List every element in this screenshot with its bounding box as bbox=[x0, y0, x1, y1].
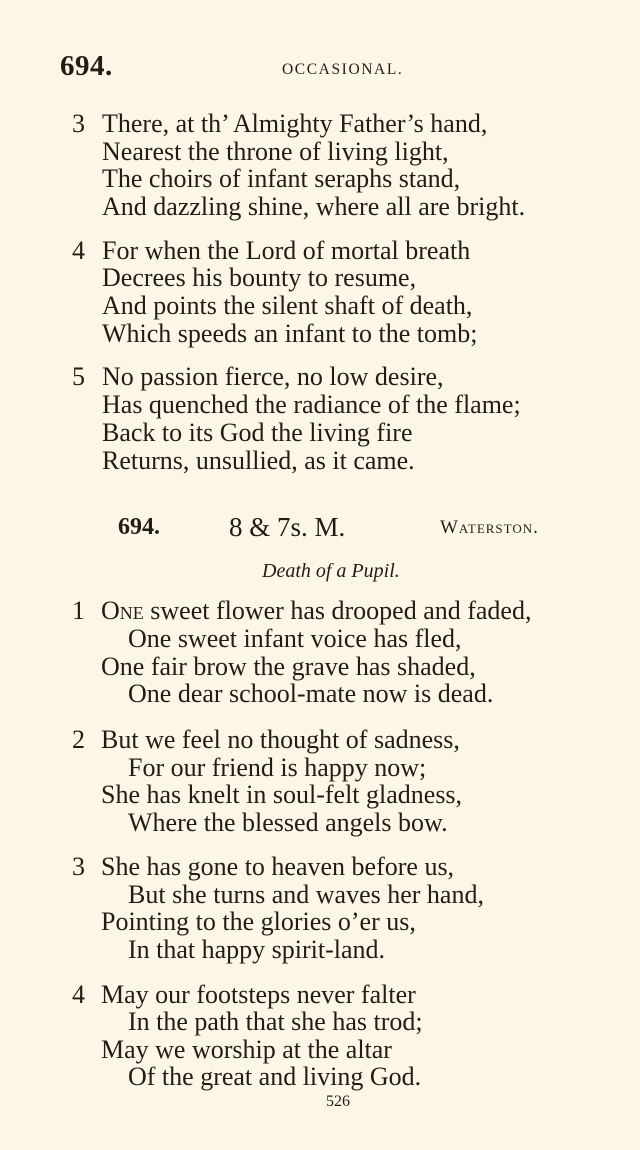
verse-line: One dear school-mate now is dead. bbox=[128, 679, 494, 708]
hymn-number: 694. bbox=[118, 514, 160, 540]
verse-line: In the path that she has trod; bbox=[128, 1007, 423, 1036]
verse-line: She has knelt in soul-felt gladness, bbox=[101, 780, 463, 809]
verse-line: Where the blessed angels bow. bbox=[128, 808, 448, 837]
verse-line: Of the great and living God. bbox=[128, 1062, 422, 1091]
verse-line: Has quenched the radiance of the flame; bbox=[102, 390, 521, 419]
verse-line: And points the silent shaft of death, bbox=[102, 291, 473, 320]
verse-line: May our footsteps never falter bbox=[101, 980, 416, 1009]
verse-number: 3 bbox=[72, 109, 85, 138]
verse-number: 4 bbox=[72, 980, 85, 1009]
verse-line: Nearest the throne of living light, bbox=[102, 137, 449, 166]
verse-number: 4 bbox=[72, 236, 85, 265]
hymn-meter: 8 & 7s. M. bbox=[229, 512, 346, 542]
verse-line: Back to its God the living fire bbox=[102, 418, 413, 447]
hymn-subtitle: Death of a Pupil. bbox=[262, 560, 400, 582]
verse-line: There, at th’ Almighty Father’s hand, bbox=[102, 109, 488, 138]
verse-first-word: One bbox=[101, 596, 144, 625]
running-hymn-number: 694. bbox=[60, 50, 113, 82]
verse-line: In that happy spirit-land. bbox=[128, 935, 386, 964]
verse-line: But we feel no thought of sadness, bbox=[101, 725, 460, 754]
verse-line: Which speeds an infant to the tomb; bbox=[102, 319, 478, 348]
verse-line: And dazzling shine, where all are bright. bbox=[102, 192, 526, 221]
verse-line: The choirs of infant seraphs stand, bbox=[102, 164, 461, 193]
verse-line: One sweet infant voice has fled, bbox=[128, 624, 462, 653]
verse-line: May we worship at the altar bbox=[101, 1035, 392, 1064]
verse-line: For our friend is happy now; bbox=[128, 753, 427, 782]
verse-line: Decrees his bounty to resume, bbox=[102, 263, 417, 292]
running-section-title: OCCASIONAL. bbox=[282, 61, 404, 78]
hymn-heading bbox=[0, 510, 640, 550]
verse-line: For when the Lord of mortal breath bbox=[102, 236, 471, 265]
hymn-tune: Waterston. bbox=[440, 517, 539, 538]
verse-line: But she turns and waves her hand, bbox=[128, 880, 484, 909]
verse-line: Returns, unsullied, as it came. bbox=[102, 446, 415, 475]
verse-line: One fair brow the grave has shaded, bbox=[101, 652, 476, 681]
verse-number: 2 bbox=[72, 725, 85, 754]
verse-number: 1 bbox=[72, 596, 85, 625]
page-number: 526 bbox=[326, 1093, 350, 1110]
verse-number: 3 bbox=[72, 852, 85, 881]
verse-line bbox=[101, 597, 531, 625]
verse-line: Pointing to the glories o’er us, bbox=[101, 907, 416, 936]
verse-line-rest: sweet flower has drooped and faded, bbox=[143, 596, 532, 625]
verse-number: 5 bbox=[72, 362, 85, 391]
verse-line: No passion fierce, no low desire, bbox=[102, 362, 444, 391]
verse-line: She has gone to heaven before us, bbox=[101, 852, 455, 881]
